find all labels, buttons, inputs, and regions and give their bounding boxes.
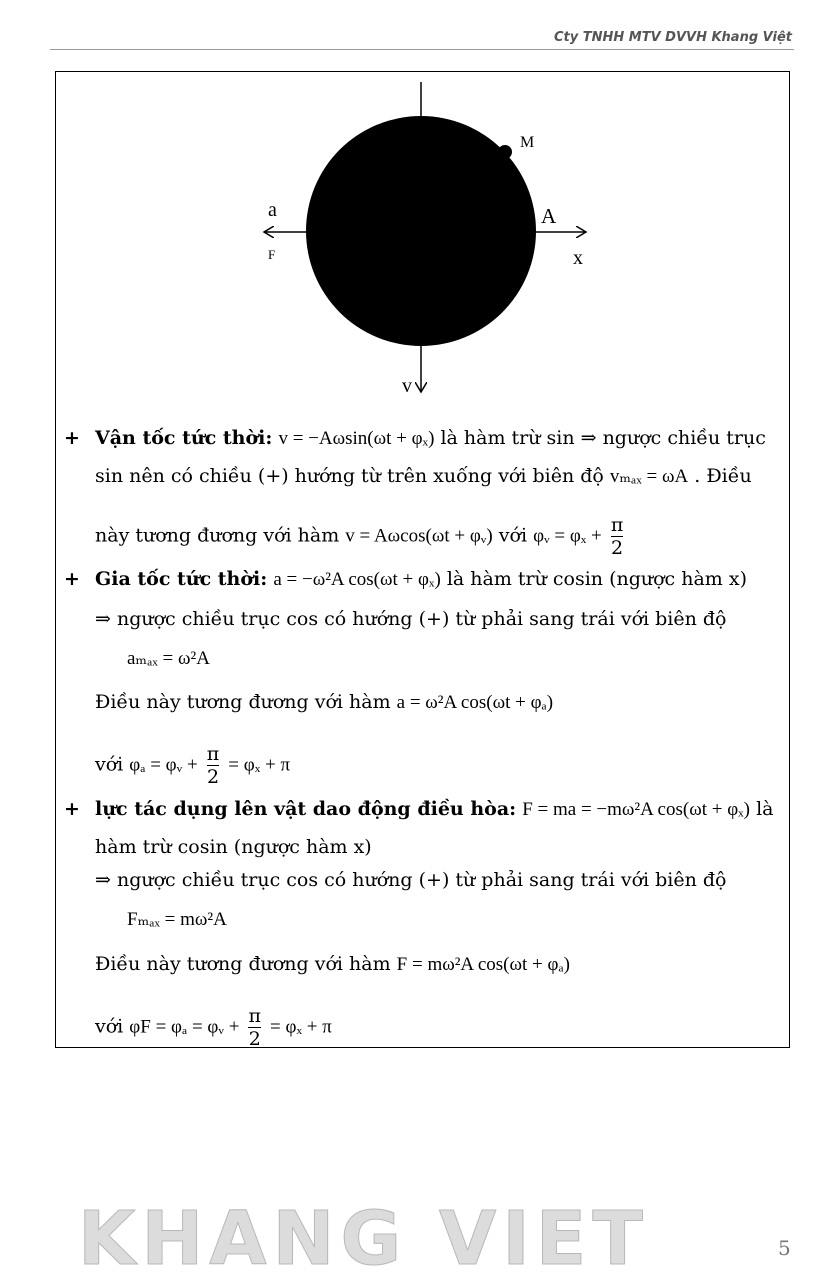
velocity-formula: v = −Aωsin(ωt + φₓ) <box>278 428 435 449</box>
label-x: x <box>573 247 583 269</box>
bullet-velocity: + <box>64 427 80 449</box>
velocity-text-3a: này tương đương với hàm <box>95 524 346 547</box>
label-amplitude: A <box>541 204 557 228</box>
force-text-1: là <box>756 798 774 820</box>
fraction-numerator: π <box>248 1005 261 1027</box>
velocity-fraction <box>611 514 624 559</box>
velocity-title: Vận tốc tức thời: <box>95 427 273 449</box>
force-text-5a: với <box>95 1015 130 1038</box>
force-phase-formula-end: = φₓ + π <box>270 1016 332 1038</box>
velocity-cos-formula: v = Aωcos(ωt + φᵥ) <box>345 525 493 547</box>
acceleration-formula: a = −ω²A cos(ωt + φₓ) <box>273 569 441 590</box>
force-text-4a: Điều này tương đương với hàm <box>95 953 397 975</box>
velocity-line-1 <box>95 426 766 451</box>
acceleration-cos-formula: a = ω²A cos(ωt + φₐ) <box>396 692 554 713</box>
velocity-text-2b: . Điều <box>694 465 752 487</box>
force-title: lực tác dụng lên vật dao động điều hòa: <box>95 798 517 820</box>
force-max-formula: Fₘₐₓ = mω²A <box>127 909 227 930</box>
velocity-max-formula: vₘₐₓ = ωA <box>609 466 689 487</box>
acceleration-line-2: ⇒ ngược chiều trục cos có hướng (+) từ phải sang trái với biên độ <box>95 608 727 630</box>
acceleration-line-1 <box>95 567 747 592</box>
bullet-force: + <box>64 798 80 820</box>
acceleration-phase-formula: φₐ = φᵥ + <box>129 754 198 776</box>
acceleration-text-1: là hàm trừ cosin (ngược hàm x) <box>446 568 747 590</box>
phase-circle-diagram <box>0 0 826 420</box>
acceleration-title: Gia tốc tức thời: <box>95 568 268 590</box>
bullet-acceleration: + <box>64 568 80 590</box>
fraction-numerator: π <box>206 743 220 765</box>
fraction-denominator: 2 <box>206 766 220 788</box>
force-fraction <box>248 1005 261 1050</box>
force-line-4 <box>95 952 570 977</box>
acceleration-max-formula: aₘₐₓ = ω²A <box>127 648 210 669</box>
acceleration-fraction <box>207 743 220 788</box>
fraction-numerator: π <box>610 514 624 536</box>
force-line-2: hàm trừ cosin (ngược hàm x) <box>95 836 372 858</box>
label-m: M <box>520 134 535 151</box>
acceleration-text-3a: Điều này tương đương với hàm <box>95 691 397 713</box>
acceleration-line-3 <box>95 690 553 715</box>
velocity-text-3b: với <box>498 524 534 547</box>
force-line-5 <box>95 1005 332 1050</box>
fraction-denominator: 2 <box>248 1028 261 1050</box>
label-f: F <box>268 247 276 262</box>
velocity-text-2a: sin nên có chiều (+) hướng từ trên xuống với biên độ <box>95 465 610 487</box>
acceleration-phase-formula-end: = φₓ + π <box>228 754 291 776</box>
velocity-text-1: là hàm trừ sin ⇒ ngược chiều trục <box>440 427 766 449</box>
fraction-denominator: 2 <box>611 537 624 559</box>
force-cos-formula: F = mω²A cos(ωt + φₐ) <box>396 954 570 975</box>
label-v: v <box>402 375 412 397</box>
velocity-line-3 <box>95 514 626 559</box>
velocity-line-2 <box>95 464 752 489</box>
label-a: a <box>268 199 277 221</box>
header-company: Cty TNHH MTV DVVH Khang Việt <box>553 30 792 45</box>
velocity-phase-formula: φᵥ = φₓ + <box>533 525 602 547</box>
force-formula: F = ma = −mω²A cos(ωt + φₓ) <box>522 799 751 820</box>
force-phase-formula: φF = φₐ = φᵥ + <box>129 1016 240 1038</box>
acceleration-line-4 <box>95 743 290 788</box>
acceleration-text-4a: với <box>95 753 130 776</box>
page-number: 5 <box>778 1236 791 1260</box>
footer-watermark: KHANG VIET <box>78 1196 649 1282</box>
point-m <box>498 145 512 159</box>
force-line-1 <box>95 797 773 822</box>
force-line-3: ⇒ ngược chiều trục cos có hướng (+) từ phải sang trái với biên độ <box>95 869 727 891</box>
